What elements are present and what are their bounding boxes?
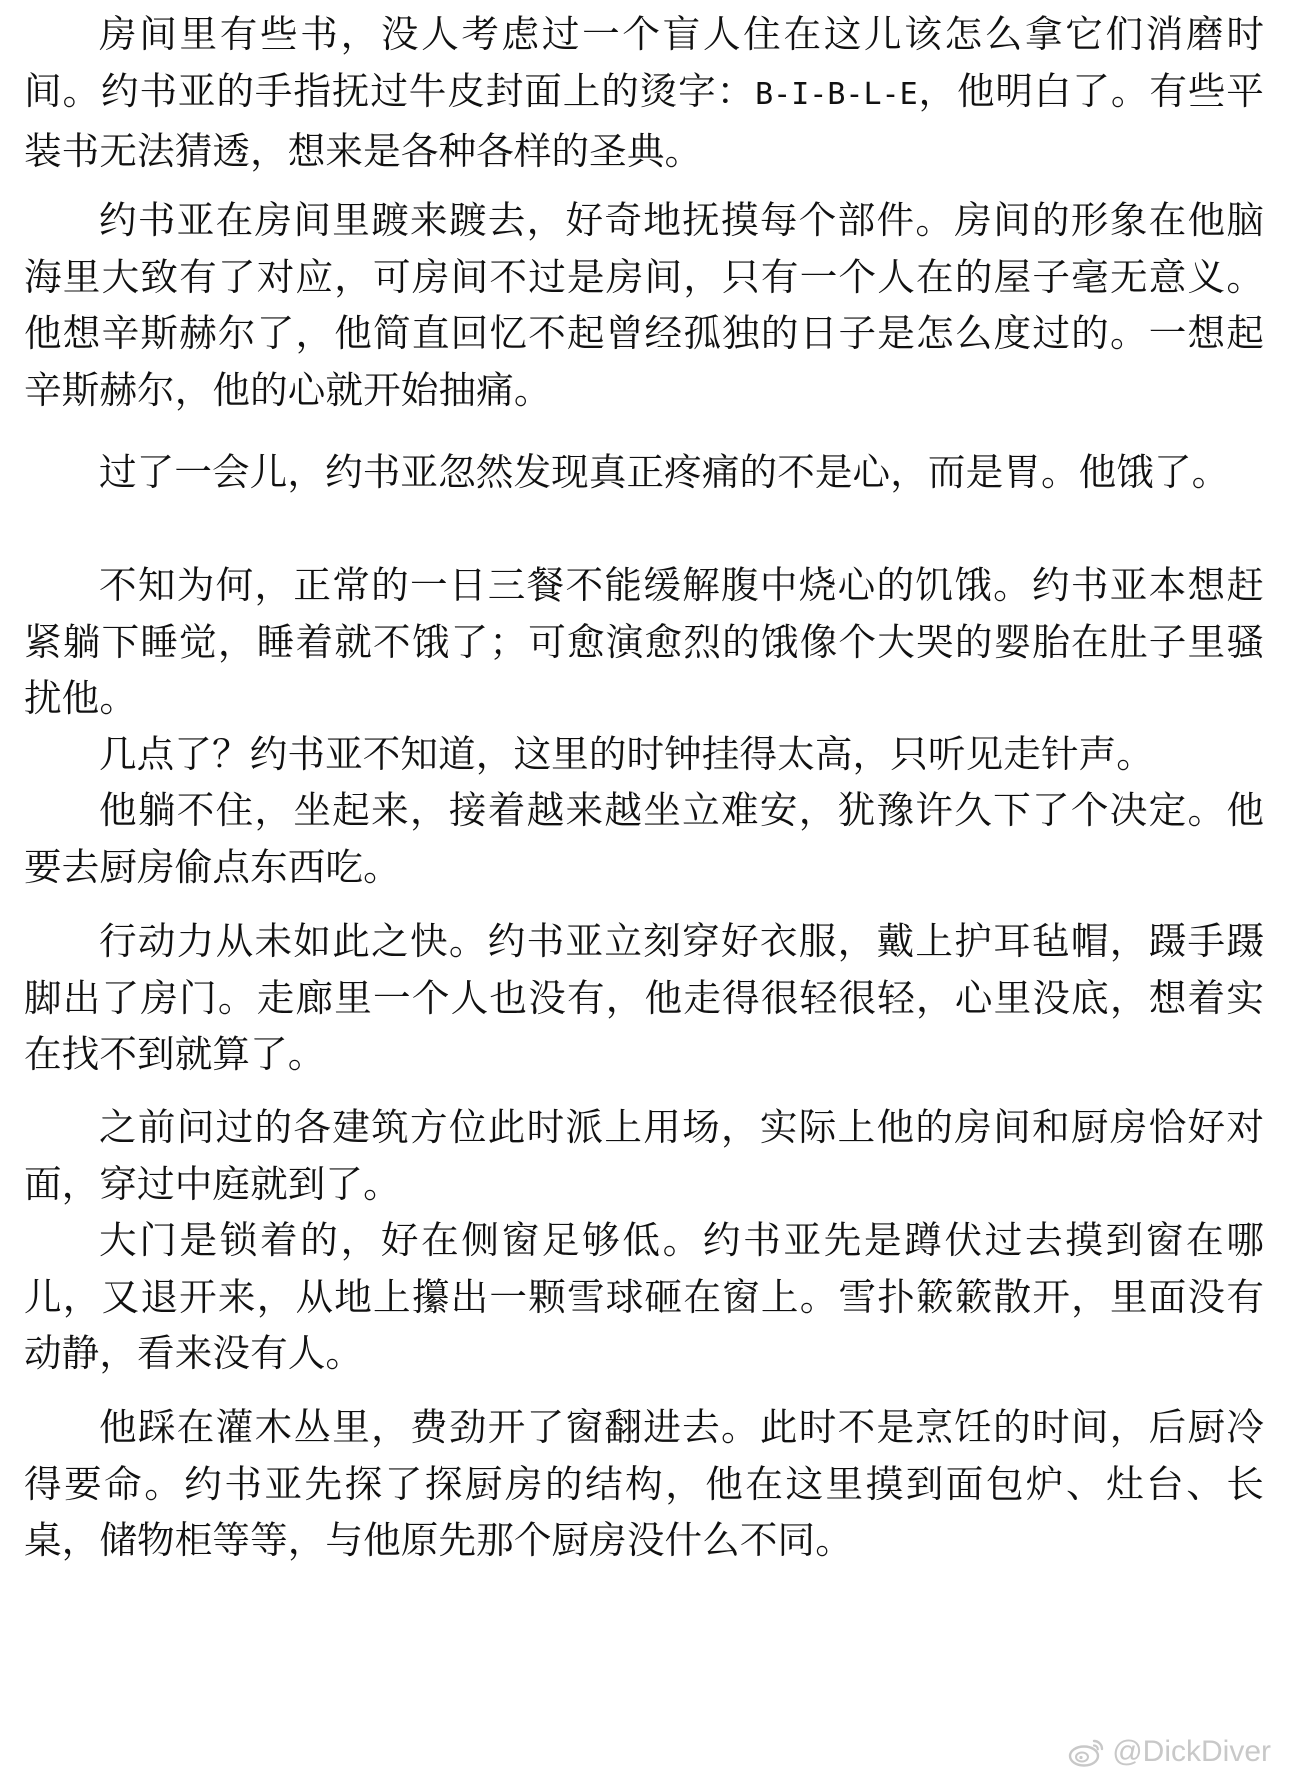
paragraph-6: 他躺不住，坐起来，接着越来越坐立难安，犹豫许久下了个决定。他要去厨房偷点东西吃。 xyxy=(24,788,1264,889)
watermark-handle: @DickDiver xyxy=(1112,1735,1271,1768)
paragraph-9: 大门是锁着的，好在侧窗足够低。约书亚先是蹲伏过去摸到窗在哪儿，又退开来，从地上攥出一颗雪球砸在窗上。雪扑簌簌散开，里面没有动静，看来没有人。 xyxy=(24,1218,1264,1375)
paragraph-1-embossed-word: B-I-B-L-E xyxy=(755,76,918,112)
paragraph-1 xyxy=(24,6,1264,180)
paragraph-1-text-b: ，他明白了。有些平装书无法猜透，想来是各种各样的圣典。 xyxy=(24,68,1264,173)
paragraph-7: 行动力从未如此之快。约书亚立刻穿好衣服，戴上护耳毡帽，蹑手蹑脚出了房门。走廊里一个人也没有，他走得很轻很轻，心里没底，想着实在找不到就算了。 xyxy=(24,919,1264,1076)
paragraph-10: 他踩在灌木丛里，费劲开了窗翻进去。此时不是烹饪的时间，后厨冷得要命。约书亚先探了探厨房的结构，他在这里摸到面包炉、灶台、长桌，储物柜等等，与他原先那个厨房没什么不同。 xyxy=(24,1405,1264,1562)
paragraph-2: 约书亚在房间里踱来踱去，好奇地抚摸每个部件。房间的形象在他脑海里大致有了对应，可房间不过是房间，只有一个人在的屋子毫无意义。他想辛斯赫尔了，他简直回忆不起曾经孤独的日子是怎么度过的。一想起辛斯赫尔，他的心就开始抽痛。 xyxy=(24,198,1264,412)
paragraph-8: 之前问过的各建筑方位此时派上用场，实际上他的房间和厨房恰好对面，穿过中庭就到了。 xyxy=(24,1105,1264,1206)
paragraph-3: 过了一会儿，约书亚忽然发现真正疼痛的不是心，而是胃。他饿了。 xyxy=(99,450,1230,494)
paragraph-1-text-a: 房间里有些书，没人考虑过一个盲人住在这儿该怎么拿它们消磨时间。约书亚的手指抚过牛皮封面上的烫字： xyxy=(24,12,1264,113)
paragraph-4: 不知为何，正常的一日三餐不能缓解腹中烧心的饥饿。约书亚本想赶紧躺下睡觉，睡着就不饿了；可愈演愈烈的饿像个大哭的婴胎在肚子里骚扰他。 xyxy=(24,563,1264,720)
weibo-icon xyxy=(1068,1737,1106,1767)
watermark xyxy=(1068,1735,1271,1769)
paragraph-5: 几点了？约书亚不知道，这里的时钟挂得太高，只听见走针声。 xyxy=(99,732,1154,776)
